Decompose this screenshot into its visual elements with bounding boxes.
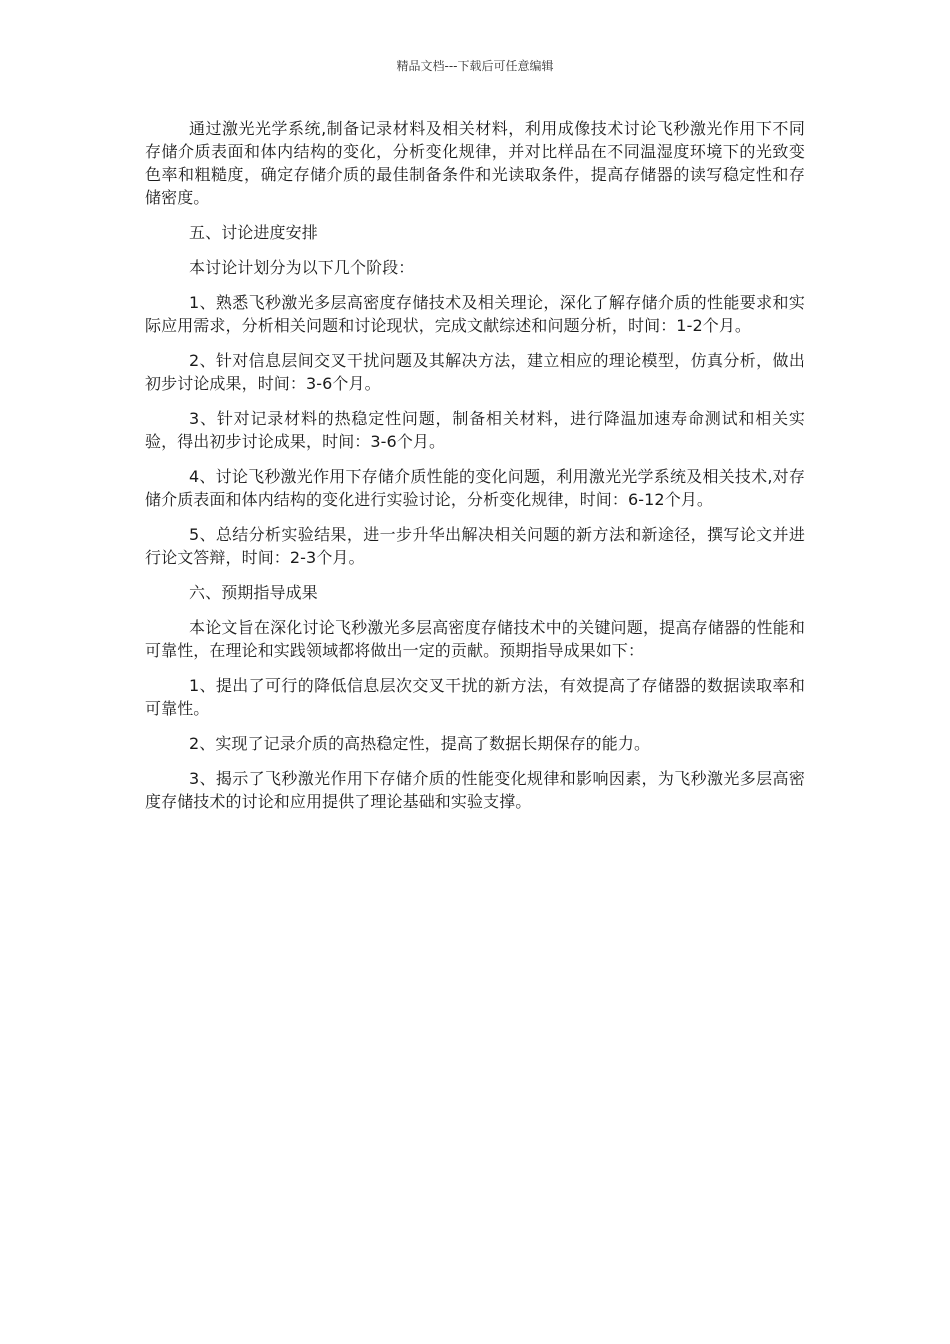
outcome-item-1: 1、提出了可行的降低信息层次交叉干扰的新方法，有效提高了存储器的数据读取率和可靠性。 bbox=[145, 676, 805, 718]
schedule-item-4: 4、讨论飞秒激光作用下存储介质性能的变化问题，利用激光光学系统及相关技术,对存储介质表面和体内结构的变化进行实验讨论，分析变化规律，时间：6-12个月。 bbox=[145, 467, 805, 509]
schedule-intro-paragraph: 本讨论计划分为以下几个阶段： bbox=[189, 258, 415, 277]
outcome-item-2: 2、实现了记录介质的高热稳定性，提高了数据长期保存的能力。 bbox=[189, 734, 651, 753]
section-heading-schedule: 五、讨论进度安排 bbox=[189, 223, 318, 242]
document-body bbox=[145, 117, 805, 825]
schedule-item-5: 5、总结分析实验结果，进一步升华出解决相关问题的新方法和新途径，撰写论文并进行论文答辩，时间：2-3个月。 bbox=[145, 525, 805, 567]
schedule-item-2: 2、针对信息层间交叉干扰问题及其解决方法，建立相应的理论模型，仿真分析，做出初步讨论成果，时间：3-6个月。 bbox=[145, 351, 805, 393]
intro-paragraph: 通过激光光学系统,制备记录材料及相关材料，利用成像技术讨论飞秒激光作用下不同存储介质表面和体内结构的变化，分析变化规律，并对比样品在不同温湿度环境下的光致变色率和粗糙度，确定存储介质的最佳制备条件和光读取条件，提高存储器的读写稳定性和存储密度。 bbox=[145, 119, 805, 207]
outcomes-intro-paragraph: 本论文旨在深化讨论飞秒激光多层高密度存储技术中的关键问题，提高存储器的性能和可靠性，在理论和实践领域都将做出一定的贡献。预期指导成果如下： bbox=[145, 618, 805, 660]
page-header: 精品文档---下载后可任意编辑 bbox=[396, 59, 554, 73]
schedule-item-3: 3、针对记录材料的热稳定性问题，制备相关材料，进行降温加速寿命测试和相关实验，得出初步讨论成果，时间：3-6个月。 bbox=[145, 409, 805, 451]
schedule-item-1: 1、熟悉飞秒激光多层高密度存储技术及相关理论，深化了解存储介质的性能要求和实际应用需求，分析相关问题和讨论现状，完成文献综述和问题分析，时间：1-2个月。 bbox=[145, 293, 805, 335]
outcome-item-3: 3、揭示了飞秒激光作用下存储介质的性能变化规律和影响因素，为飞秒激光多层高密度存储技术的讨论和应用提供了理论基础和实验支撑。 bbox=[145, 769, 805, 811]
section-heading-outcomes: 六、预期指导成果 bbox=[189, 583, 318, 602]
